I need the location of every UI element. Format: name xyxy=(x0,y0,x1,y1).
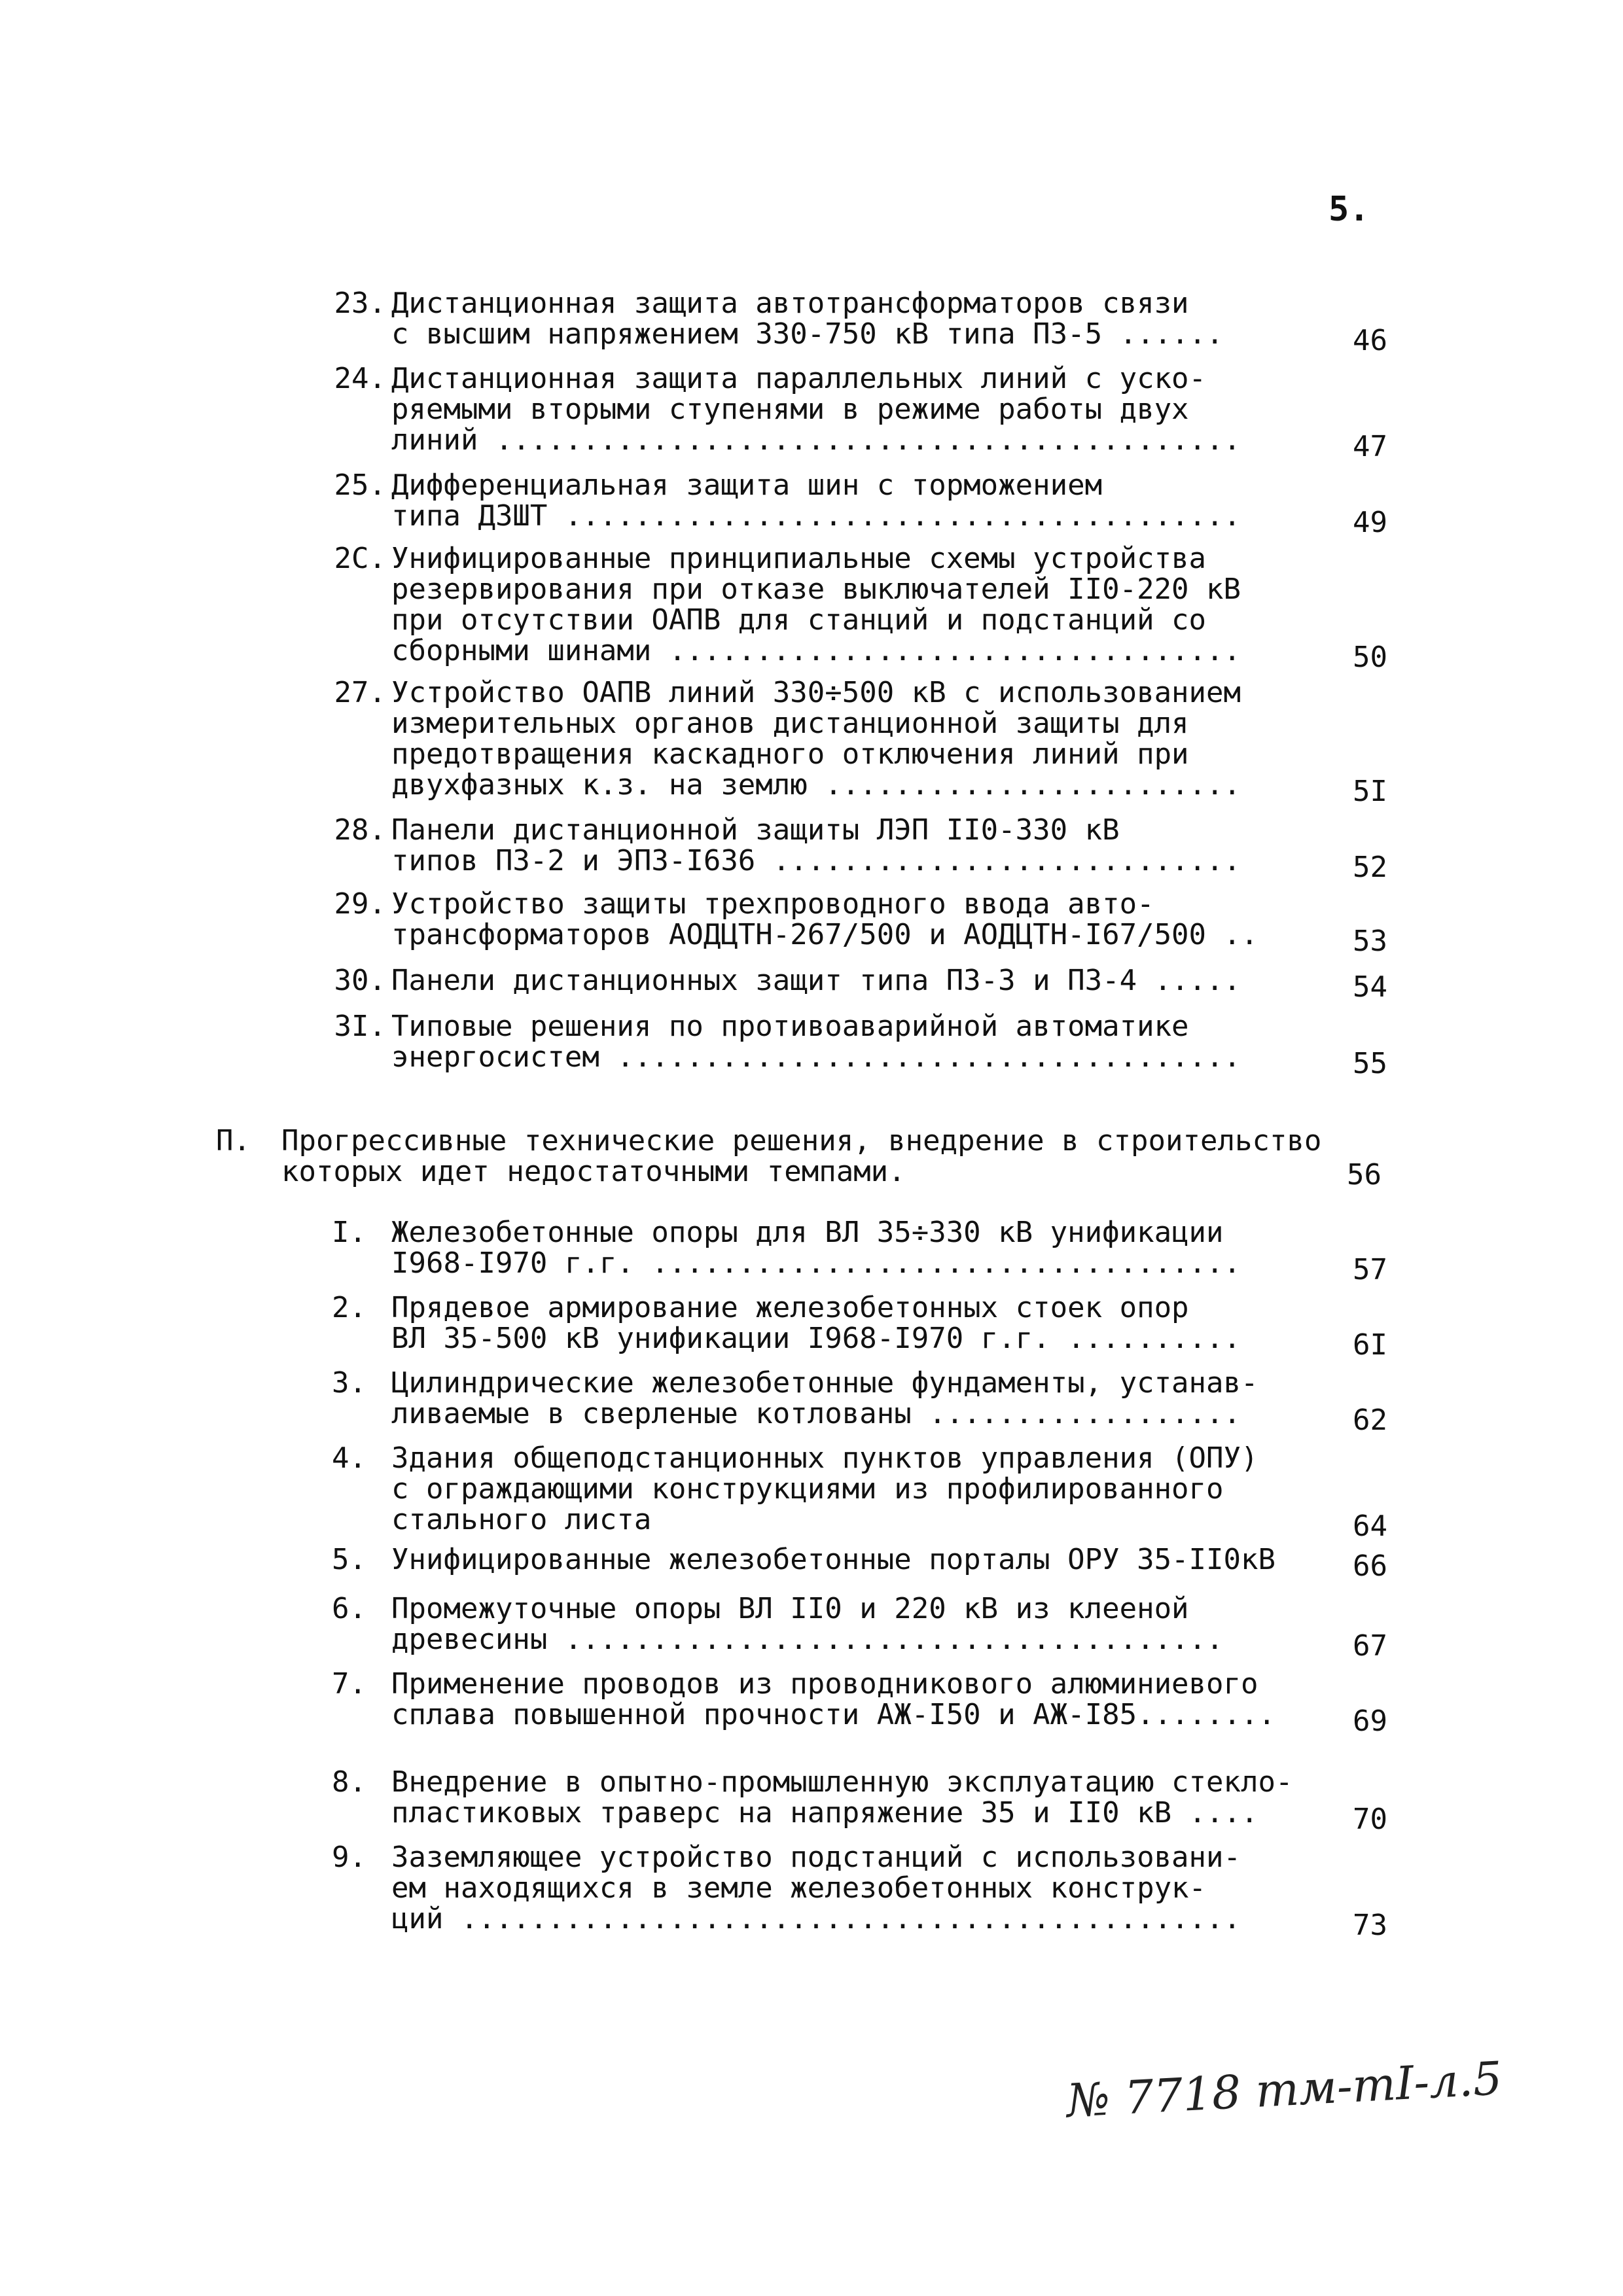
toc-item-page: 53 xyxy=(1353,925,1387,958)
toc-item-number: 2. xyxy=(332,1291,366,1324)
toc-item-text: ВЛ 35-500 кВ унификации I968-I970 г.г. .......... xyxy=(391,1322,1241,1355)
toc-item-page: 73 xyxy=(1353,1909,1387,1942)
toc-item-text: с ограждающими конструкциями из профилированного xyxy=(391,1472,1224,1506)
toc-item-number: 6. xyxy=(332,1592,366,1625)
toc-item-text: при отсутствии ОАПВ для станций и подстанций со xyxy=(391,603,1207,637)
toc-item-text: Здания общеподстанционных пунктов управления (ОПУ) xyxy=(391,1441,1258,1475)
toc-item-text: I968-I970 г.г. .................................. xyxy=(391,1246,1241,1280)
toc-item-text: древесины ...................................... xyxy=(391,1623,1224,1656)
toc-item-text: Дистанционная защита параллельных линий с уско- xyxy=(391,362,1207,395)
toc-item-text: ряемыми вторыми ступенями в режиме работы двух xyxy=(391,393,1189,426)
toc-item-number: 24. xyxy=(334,362,386,395)
toc-item-text: Унифицированные принципиальные схемы устройства xyxy=(391,542,1207,575)
toc-item-text: Дифференциальная защита шин с торможением xyxy=(391,468,1103,502)
toc-item-number: 7. xyxy=(332,1667,366,1701)
section-title-line: Прогрессивные технические решения, внедрение в строительство xyxy=(281,1124,1322,1157)
toc-item-text: Устройство защиты трехпроводного ввода авто- xyxy=(391,887,1154,921)
toc-item-text: Дистанционная защита автотрансформаторов связи xyxy=(391,287,1189,320)
toc-item-number: 5. xyxy=(332,1543,366,1576)
toc-item-text: Устройство ОАПВ линий 330÷500 кВ с использованием xyxy=(391,676,1241,709)
toc-item-text: трансформаторов АОДЦТН-267/500 и АОДЦТН-I67/500 .. xyxy=(391,918,1258,951)
toc-item-page: 54 xyxy=(1353,970,1387,1004)
toc-item-number: 28. xyxy=(334,813,386,847)
toc-item-page: 67 xyxy=(1353,1629,1387,1663)
toc-item-page: 66 xyxy=(1353,1549,1387,1583)
toc-item-number: 29. xyxy=(334,887,386,921)
toc-item-text: Применение проводов из проводникового алюминиевого xyxy=(391,1667,1258,1701)
toc-item-page: 55 xyxy=(1353,1047,1387,1080)
toc-item-page: 5I xyxy=(1353,775,1387,808)
section-title-line: которых идет недостаточными темпами. xyxy=(281,1155,906,1188)
toc-item-page: 49 xyxy=(1353,506,1387,539)
toc-item-number: 25. xyxy=(334,468,386,502)
toc-item-text: измерительных органов дистанционной защиты для xyxy=(391,707,1189,740)
toc-item-text: сборными шинами ................................. xyxy=(391,634,1241,667)
toc-item-page: 46 xyxy=(1353,324,1387,357)
toc-item-number: 3I. xyxy=(334,1010,386,1043)
toc-item-number: 2С. xyxy=(334,542,386,575)
toc-item-number: 3. xyxy=(332,1366,366,1400)
toc-item-text: Железобетонные опоры для ВЛ 35÷330 кВ унификации xyxy=(391,1216,1224,1249)
toc-item-number: 9. xyxy=(332,1841,366,1874)
toc-item-number: I. xyxy=(332,1216,366,1249)
toc-item-text: пластиковых траверс на напряжение 35 и II0 кВ .... xyxy=(391,1796,1258,1829)
toc-item-text: Панели дистанционной защиты ЛЭП II0-330 кВ xyxy=(391,813,1120,847)
section-number: П. xyxy=(216,1124,251,1157)
toc-item-text: Унифицированные железобетонные порталы ОРУ 35-II0кВ xyxy=(391,1543,1276,1576)
toc-item-text: Типовые решения по противоаварийной автоматике xyxy=(391,1010,1189,1043)
toc-item-number: 4. xyxy=(332,1441,366,1475)
toc-item-text: Промежуточные опоры ВЛ II0 и 220 кВ из клееной xyxy=(391,1592,1189,1625)
toc-item-page: 70 xyxy=(1353,1803,1387,1836)
toc-item-number: 30. xyxy=(334,964,386,997)
toc-item-text: Цилиндрические железобетонные фундаменты, устанав- xyxy=(391,1366,1258,1400)
toc-item-number: 27. xyxy=(334,676,386,709)
toc-item-text: ций ............................................. xyxy=(391,1902,1241,1935)
toc-item-text: Панели дистанционных защит типа ПЗ-3 и ПЗ-4 ..... xyxy=(391,964,1241,997)
toc-item-text: резервирования при отказе выключателей II0-220 кВ xyxy=(391,573,1241,606)
toc-item-text: типа ДЗШТ ....................................... xyxy=(391,499,1241,533)
section-page: 56 xyxy=(1347,1158,1382,1192)
toc-item-page: 69 xyxy=(1353,1704,1387,1738)
toc-item-page: 47 xyxy=(1353,430,1387,463)
toc-item-text: стального листа xyxy=(391,1503,652,1536)
toc-item-page: 50 xyxy=(1353,641,1387,674)
toc-item-text: Прядевое армирование железобетонных стоек опор xyxy=(391,1291,1189,1324)
toc-item-text: линий ........................................... xyxy=(391,423,1241,457)
toc-item-page: 64 xyxy=(1353,1510,1387,1543)
toc-item-text: Внедрение в опытно-промышленную эксплуатацию стекло- xyxy=(391,1765,1293,1799)
toc-item-text: двухфазных к.з. на землю ........................ xyxy=(391,768,1241,802)
toc-item-page: 6I xyxy=(1353,1328,1387,1362)
toc-item-number: 8. xyxy=(332,1765,366,1799)
toc-item-page: 62 xyxy=(1353,1404,1387,1437)
toc-item-text: Заземляющее устройство подстанций с использовани- xyxy=(391,1841,1241,1874)
toc-item-text: сплава повышенной прочности АЖ-I50 и АЖ-I85........ xyxy=(391,1698,1276,1731)
toc-item-page: 57 xyxy=(1353,1253,1387,1286)
toc-item-text: ем находящихся в земле железобетонных конструк- xyxy=(391,1871,1207,1905)
toc-item-page: 52 xyxy=(1353,851,1387,884)
toc-item-text: предотвращения каскадного отключения линий при xyxy=(391,737,1189,771)
toc-item-text: энергосистем .................................... xyxy=(391,1040,1241,1074)
toc-item-text: типов ПЗ-2 и ЭПЗ-I636 ........................... xyxy=(391,844,1241,877)
page-number: 5. xyxy=(1329,190,1370,229)
toc-item-text: ливаемые в сверленые котлованы .................. xyxy=(391,1397,1241,1430)
toc-item-text: с высшим напряжением 330-750 кВ типа ПЗ-5 ...... xyxy=(391,317,1224,351)
handwritten-note: № 7718 тм-тI-л.5 xyxy=(1065,2051,1504,2128)
toc-item-number: 23. xyxy=(334,287,386,320)
